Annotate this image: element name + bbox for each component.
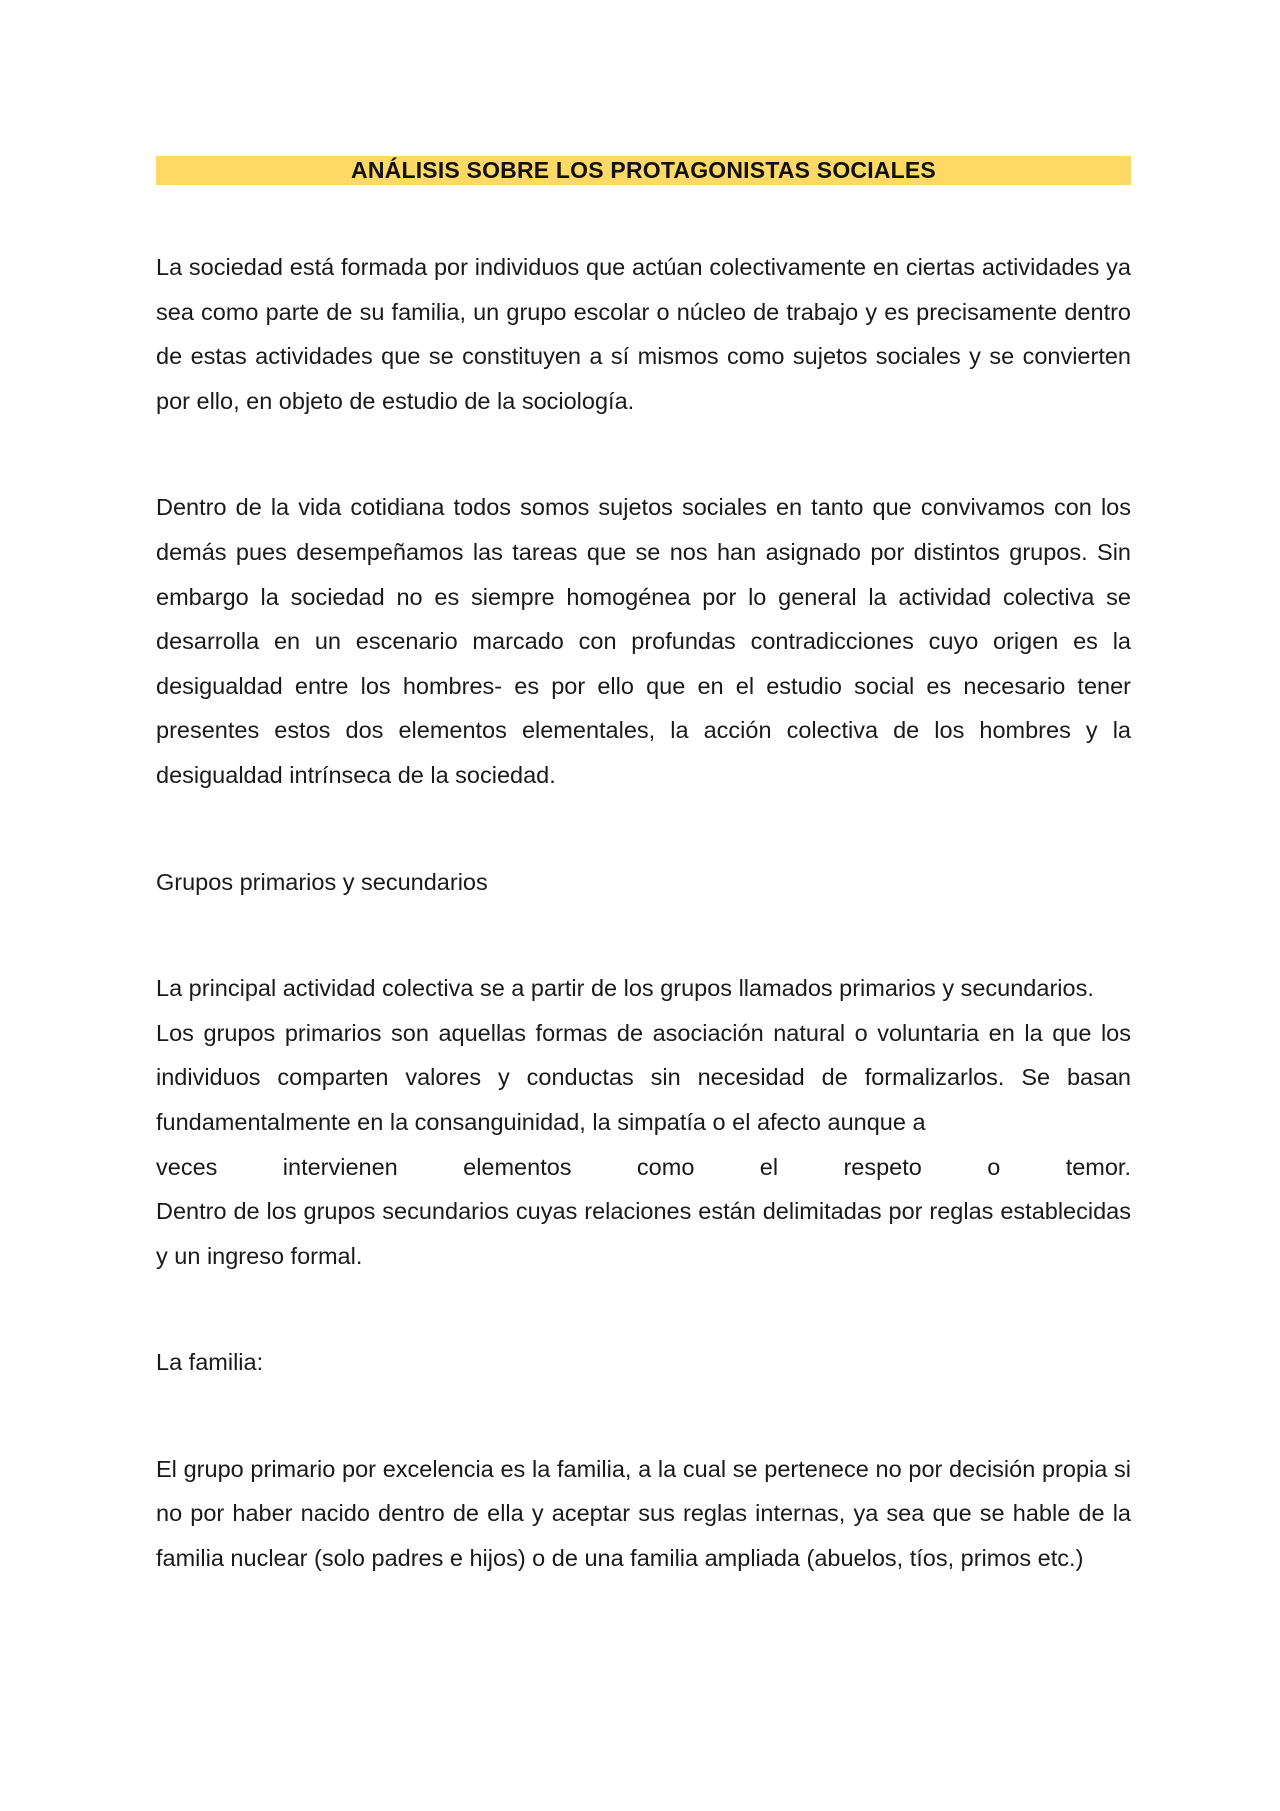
spacer — [156, 423, 1131, 485]
document-title: ANÁLISIS SOBRE LOS PROTAGONISTAS SOCIALES — [156, 156, 1131, 185]
paragraph-collective-activity: La principal actividad colectiva se a partir de los grupos llamados primarios y secundarios. — [156, 975, 1094, 1002]
paragraph-secondary-groups: Dentro de los grupos secundarios cuyas relaciones están delimitadas por reglas establecidas y un ingreso formal. — [156, 1198, 1131, 1269]
paragraph-intro: La sociedad está formada por individuos que actúan colectivamente en ciertas actividades ya sea como parte de su familia, un grupo escolar o núcleo de trabajo y es precisamente dentro de estas actividades que se constituyen a sí mismos como sujetos sociales y se convierten por ello, en objeto de estudio de la sociología. — [156, 254, 1131, 414]
spacer — [156, 798, 1131, 860]
spacer — [156, 1385, 1131, 1447]
paragraph-primary-groups-last-line: veces intervienen elementos como el respeto o temor. — [156, 1153, 1131, 1180]
heading-groups: Grupos primarios y secundarios — [156, 868, 488, 895]
heading-family: La familia: — [156, 1349, 264, 1376]
document-page — [156, 156, 1131, 1581]
paragraph-daily-life: Dentro de la vida cotidiana todos somos sujetos sociales en tanto que convivamos con los demás pues desempeñamos las tareas que se nos han asignado por distintos grupos. Sin embargo la sociedad no es siempre homogénea por lo general la actividad colectiva se desarrolla en un escenario marcado con profundas contradicciones cuyo origen es la desigualdad entre los hombres- es por ello que en el estudio social es necesario tener presentes estos dos elementos elementales, la acción colectiva de los hombres y la desigualdad intrínseca de la sociedad. — [156, 494, 1131, 788]
spacer — [156, 185, 1131, 245]
spacer — [156, 1278, 1131, 1340]
paragraph-family: El grupo primario por excelencia es la familia, a la cual se pertenece no por decisión propia si no por haber nacido dentro de ella y aceptar sus reglas internas, ya sea que se hable de la familia nuclear (solo padres e hijos) o de una familia ampliada (abuelos, tíos, primos etc.) — [156, 1455, 1131, 1572]
spacer — [156, 904, 1131, 966]
paragraph-primary-groups: Los grupos primarios son aquellas formas de asociación natural o voluntaria en la que los individuos comparten valores y conductas sin necesidad de formalizarlos. Se basan fundamentalmente en la consanguinidad, la simpatía o el afecto aunque a — [156, 1019, 1131, 1135]
